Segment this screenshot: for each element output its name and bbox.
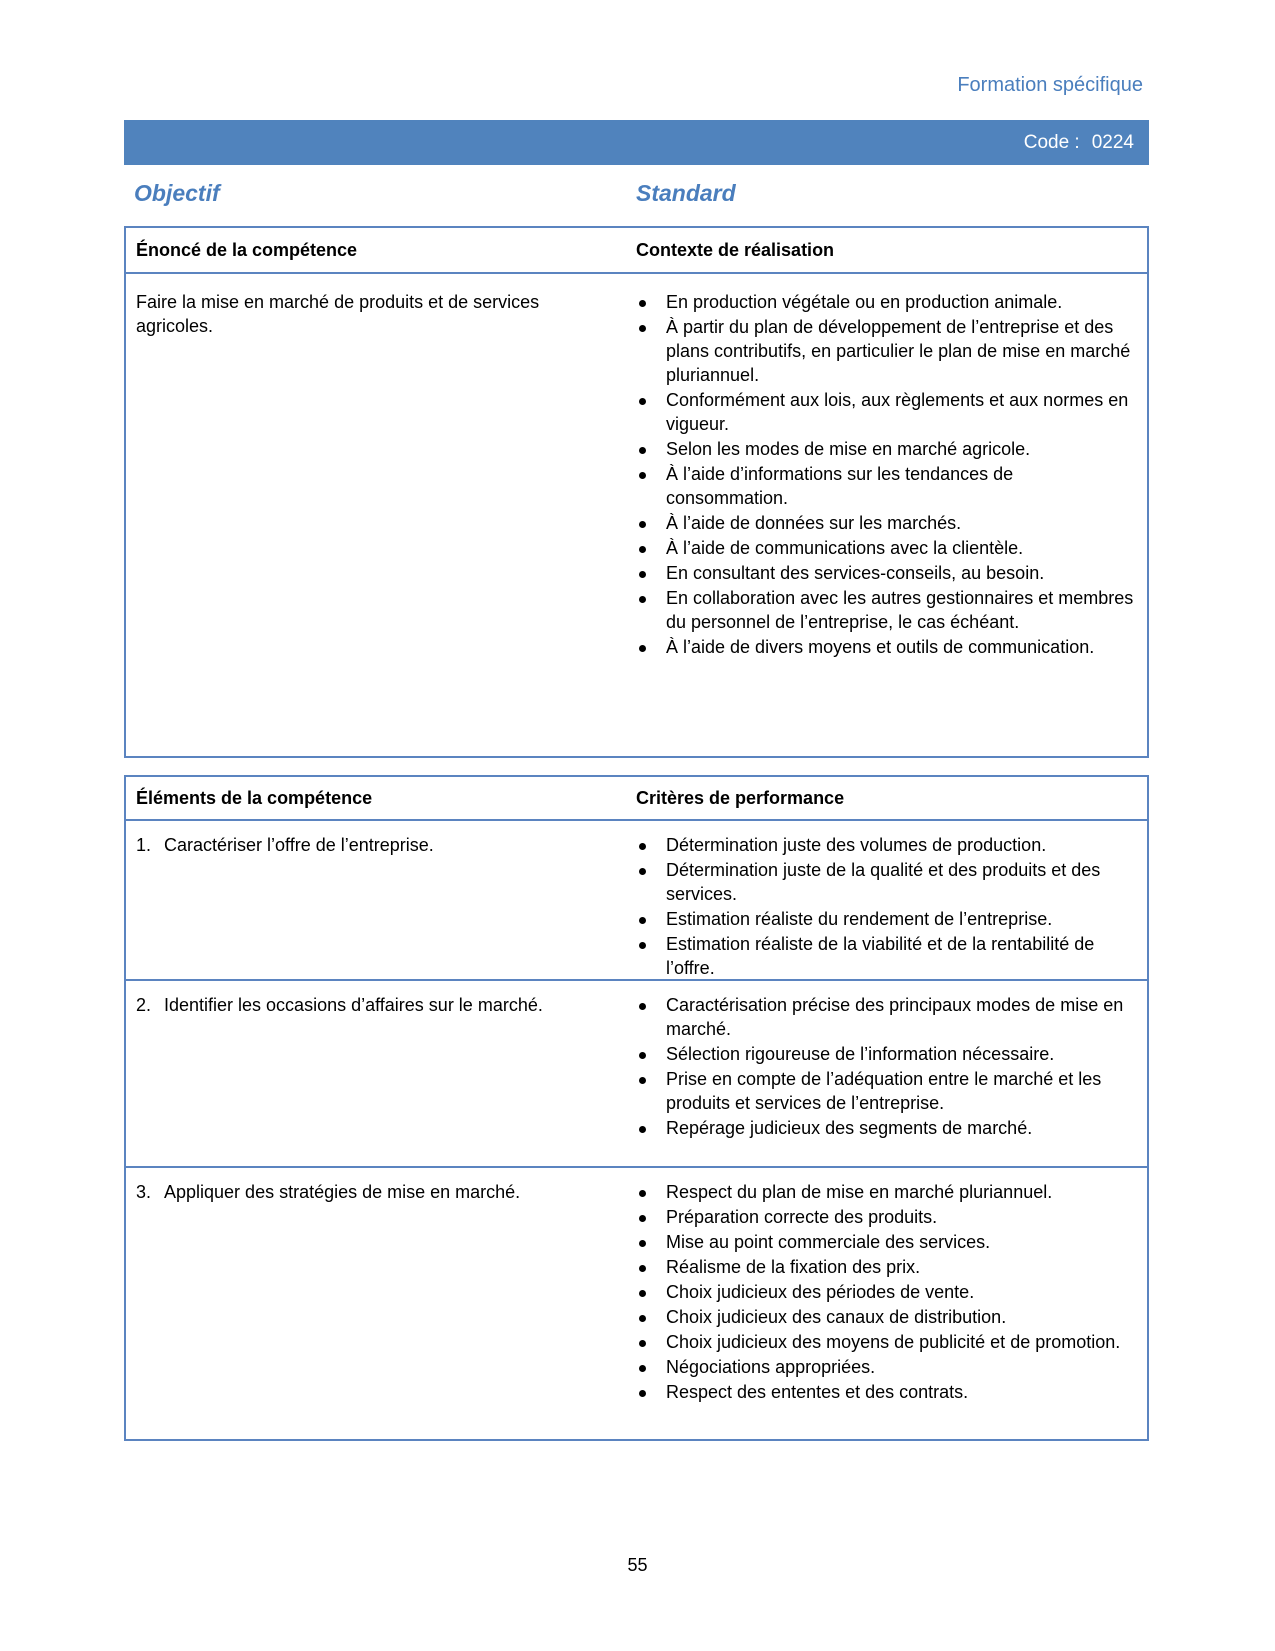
- contexte-heading: Contexte de réalisation: [636, 239, 835, 260]
- criteria-item: Caractérisation précise des principaux modes de mise en marché.: [636, 993, 1139, 1041]
- contexte-item: En collaboration avec les autres gestionnaires et membres du personnel de l’entreprise, le cas échéant.: [636, 586, 1139, 634]
- element-row: [126, 981, 1147, 1168]
- criteria-item: Respect des ententes et des contrats.: [636, 1380, 1139, 1404]
- criteria-item: Négociations appropriées.: [636, 1355, 1139, 1379]
- element-number: 1.: [136, 835, 152, 855]
- criteria-list: [636, 993, 1139, 1140]
- criteria-item: Détermination juste de la qualité et des produits et des services.: [636, 858, 1139, 906]
- criteria-item: Détermination juste des volumes de production.: [636, 833, 1139, 857]
- contexte-item: À l’aide de données sur les marchés.: [636, 511, 1139, 535]
- code-bar: [124, 120, 1149, 165]
- contexte-list: [636, 290, 1139, 659]
- contexte-item: À l’aide de divers moyens et outils de communication.: [636, 635, 1139, 659]
- standard-heading: Standard: [636, 180, 736, 206]
- criteria-item: Prise en compte de l’adéquation entre le marché et les produits et services de l’entreprise.: [636, 1067, 1139, 1115]
- contexte-item: À partir du plan de développement de l’entreprise et des plans contributifs, en particulier le plan de mise en marché pluriannuel.: [636, 315, 1139, 387]
- element-item: [136, 833, 636, 857]
- code-value: 0224: [1091, 131, 1134, 153]
- criteria-item: Choix judicieux des canaux de distribution.: [636, 1305, 1139, 1329]
- criteria-item: Réalisme de la fixation des prix.: [636, 1255, 1139, 1279]
- elements-header-row: [126, 777, 1147, 821]
- element-item: [136, 993, 636, 1017]
- criteria-item: Choix judicieux des moyens de publicité et de promotion.: [636, 1330, 1139, 1354]
- contexte-item: À l’aide de communications avec la clientèle.: [636, 536, 1139, 560]
- element-row: [126, 821, 1147, 981]
- element-label: Appliquer des stratégies de mise en marché.: [164, 1182, 521, 1202]
- competence-statement-table: [124, 226, 1149, 758]
- criteria-list: [636, 833, 1139, 980]
- statement-body-row: [126, 274, 1147, 660]
- element-label: Identifier les occasions d’affaires sur le marché.: [164, 995, 543, 1015]
- code-label: Code :: [1023, 131, 1080, 153]
- criteria-item: Respect du plan de mise en marché pluriannuel.: [636, 1180, 1139, 1204]
- element-row: [126, 1168, 1147, 1438]
- criteria-list: [636, 1180, 1139, 1404]
- element-item: [136, 1180, 636, 1204]
- contexte-item: Selon les modes de mise en marché agricole.: [636, 437, 1139, 461]
- criteria-heading: Critères de performance: [636, 787, 845, 808]
- criteria-item: Repérage judicieux des segments de marché.: [636, 1116, 1139, 1140]
- element-number: 3.: [136, 1182, 152, 1202]
- criteria-item: Sélection rigoureuse de l’information nécessaire.: [636, 1042, 1139, 1066]
- contexte-item: À l’aide d’informations sur les tendances de consommation.: [636, 462, 1139, 510]
- contexte-item: En production végétale ou en production animale.: [636, 290, 1139, 314]
- element-number: 2.: [136, 995, 152, 1015]
- criteria-item: Choix judicieux des périodes de vente.: [636, 1280, 1139, 1304]
- enonce-text: Faire la mise en marché de produits et de services agricoles.: [136, 292, 540, 336]
- contexte-item: Conformément aux lois, aux règlements et aux normes en vigueur.: [636, 388, 1139, 436]
- page-number: 55: [627, 1555, 648, 1575]
- criteria-item: Estimation réaliste de la viabilité et de la rentabilité de l’offre.: [636, 932, 1139, 980]
- criteria-item: Mise au point commerciale des services.: [636, 1230, 1139, 1254]
- elements-heading: Éléments de la compétence: [136, 787, 373, 808]
- element-label: Caractériser l’offre de l’entreprise.: [164, 835, 434, 855]
- program-title: Formation spécifique: [957, 74, 1143, 96]
- criteria-item: Préparation correcte des produits.: [636, 1205, 1139, 1229]
- enonce-heading: Énoncé de la compétence: [136, 239, 358, 260]
- contexte-item: En consultant des services-conseils, au besoin.: [636, 561, 1139, 585]
- criteria-item: Estimation réaliste du rendement de l’entreprise.: [636, 907, 1139, 931]
- statement-header-row: [126, 228, 1147, 274]
- elements-table: [124, 775, 1149, 1441]
- objectif-heading: Objectif: [134, 180, 220, 206]
